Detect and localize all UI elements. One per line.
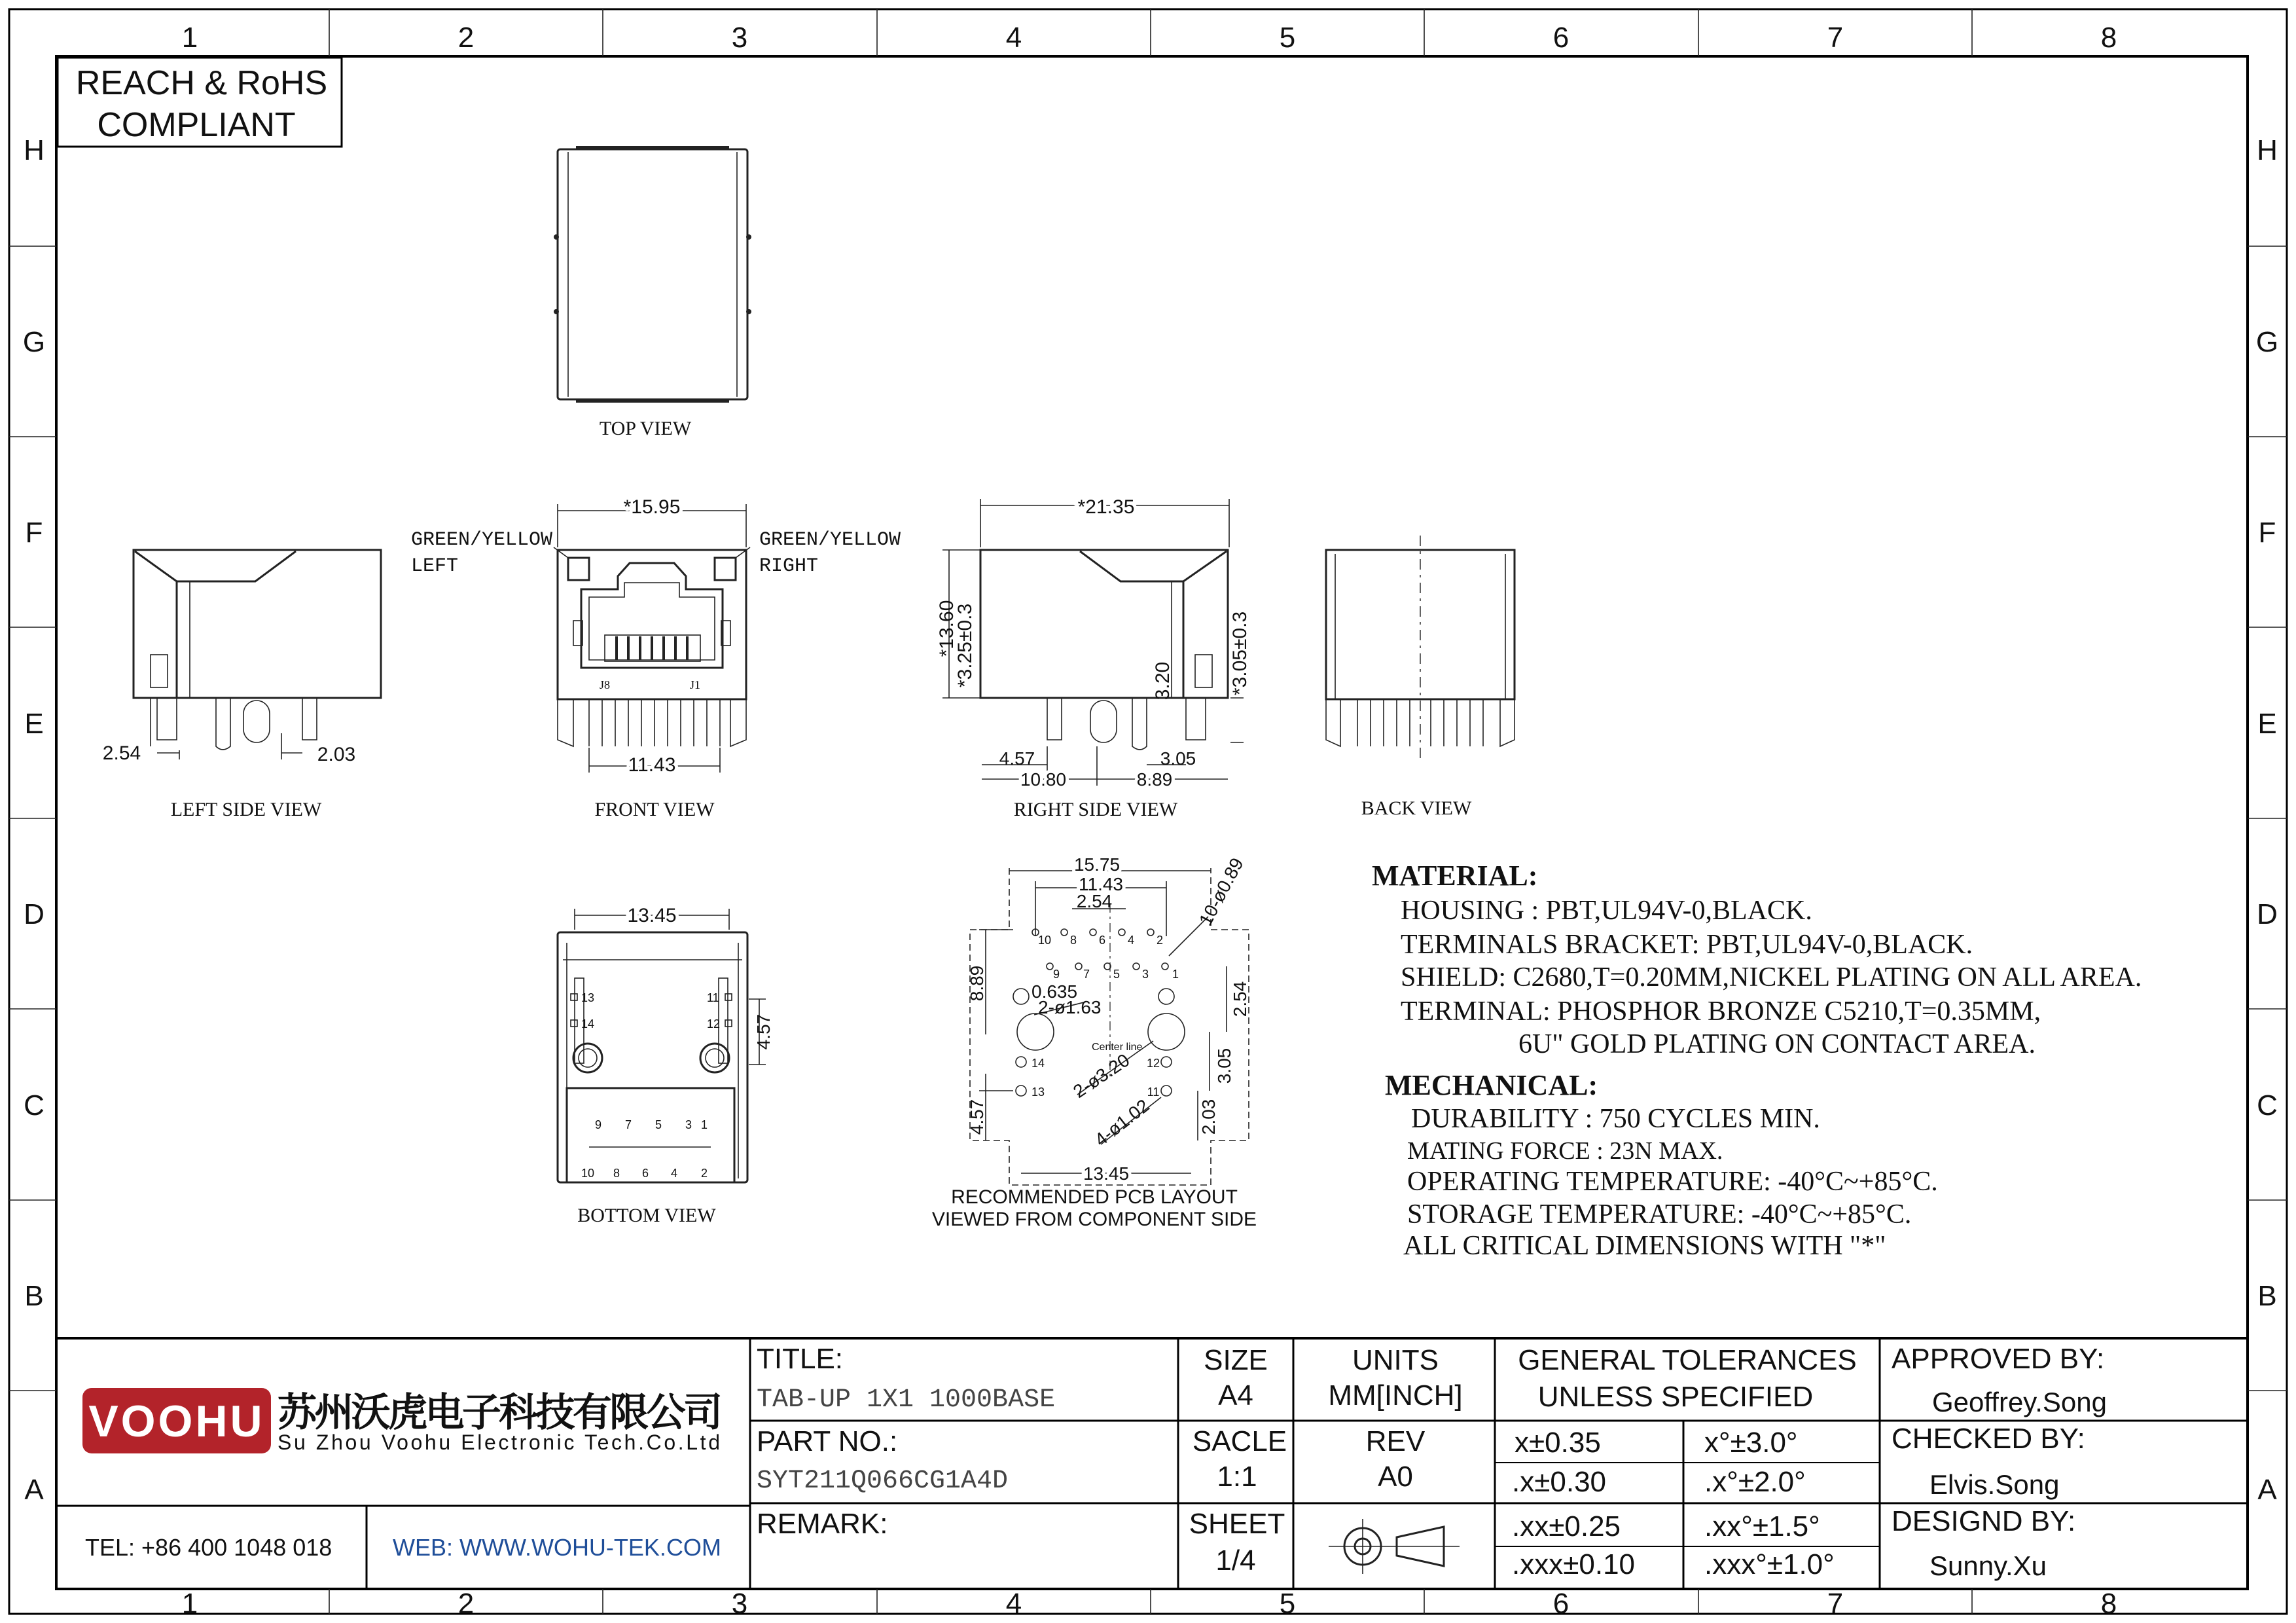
col-label-top: 6: [1552, 22, 1570, 54]
dim-right-h2: *3.25±0.3: [954, 603, 976, 688]
led-left-label-2: LEFT: [411, 555, 459, 577]
pin-12-bottom: 12: [707, 1017, 721, 1030]
size-value: A4: [1218, 1379, 1253, 1412]
left-side-view: [103, 550, 381, 820]
row-label-left: F: [25, 517, 43, 549]
dim-pcb-w1: 15.75: [1073, 854, 1121, 875]
tol-linear: x±0.35: [1515, 1427, 1601, 1459]
tol-header-1: GENERAL TOLERANCES: [1518, 1344, 1857, 1376]
approvals: [1892, 1343, 2107, 1581]
row-label-left: D: [24, 898, 45, 930]
dim-pcb-v2: 4.57: [967, 1099, 987, 1135]
company-name-en: Su Zhou Voohu Electronic Tech.Co.Ltd: [278, 1431, 720, 1454]
material-line: TERMINALS BRACKET: PBT,UL94V-0,BLACK.: [1401, 930, 1973, 960]
material-heading: MATERIAL:: [1372, 860, 1538, 892]
pcb-pin-12: 12: [1146, 1057, 1160, 1070]
col-label-top: 3: [731, 22, 748, 54]
dim-right-b1: 4.57: [999, 748, 1035, 769]
remark-label: REMARK:: [757, 1508, 888, 1540]
tol-angular: .xxx°±1.0°: [1704, 1548, 1835, 1580]
part-value: SYT211Q066CG1A4D: [757, 1467, 1009, 1496]
tol-header-2: UNLESS SPECIFIED: [1537, 1381, 1814, 1413]
row-label-right: H: [2257, 134, 2278, 166]
col-label-bottom: 8: [2100, 1588, 2117, 1620]
sheet-value: 1/4: [1215, 1544, 1256, 1577]
pin-label-j8: J8: [599, 678, 611, 691]
company-name-cn: 苏州沃虎电子科技有限公司: [278, 1391, 723, 1434]
right-side-view-label: RIGHT SIDE VIEW: [1013, 799, 1178, 820]
col-label-bottom: 6: [1552, 1588, 1570, 1620]
mechanical-line: MATING FORCE : 23N MAX.: [1407, 1137, 1723, 1165]
row-label-right: E: [2257, 708, 2277, 740]
dim-right-b3: 10.80: [1020, 769, 1067, 790]
material-line: SHIELD: C2680,T=0.20MM,NICKEL PLATING ON ALL AREA.: [1401, 962, 2142, 993]
dim-pcb-w3: 2.54: [1076, 891, 1113, 911]
pcb-pin-9: 9: [1052, 968, 1060, 981]
bottom-pin-4: 4: [670, 1167, 678, 1180]
col-label-top: 7: [1827, 22, 1844, 54]
tol-angular: .xx°±1.5°: [1704, 1510, 1820, 1542]
zone-column-labels: [182, 22, 2117, 1620]
material-line: 6U" GOLD PLATING ON CONTACT AREA.: [1518, 1029, 2036, 1059]
row-label-left: H: [24, 134, 45, 166]
units-rev: [1328, 1344, 1462, 1493]
logo-text: VOOHU: [88, 1396, 265, 1446]
compliance-line-1: REACH & RoHS: [75, 64, 328, 102]
bottom-pin-3: 3: [685, 1118, 692, 1131]
col-label-bottom: 3: [731, 1588, 748, 1620]
pcb-label-line-1: RECOMMENDED PCB LAYOUT: [951, 1186, 1238, 1208]
pcb-pin-7: 7: [1083, 968, 1090, 981]
col-label-bottom: 7: [1827, 1588, 1844, 1620]
dim-pcb-v5: 2.03: [1198, 1099, 1219, 1135]
pcb-pin-3: 3: [1141, 968, 1149, 981]
dim-right-h3: 3.20: [1152, 661, 1174, 701]
material-line: TERMINAL: PHOSPHOR BRONZE C5210,T=0.35MM,: [1401, 996, 2041, 1027]
pcb-pin-1: 1: [1172, 968, 1179, 981]
pcb-centerline-label: Center line: [1092, 1042, 1143, 1053]
front-view: [411, 496, 901, 820]
row-label-left: B: [24, 1280, 44, 1312]
projection-symbol-icon: [1329, 1519, 1460, 1574]
right-side-view: [936, 496, 1251, 820]
col-label-top: 4: [1005, 22, 1022, 54]
pcb-pin-5: 5: [1113, 968, 1121, 981]
top-view: [554, 148, 751, 439]
led-left-label-1: GREEN/YELLOW: [411, 529, 553, 551]
dim-pcb-v3: 2.54: [1230, 981, 1250, 1017]
led-right-label-2: RIGHT: [759, 555, 819, 577]
pcb-pin-13: 13: [1031, 1085, 1045, 1099]
dim-right-h4: *3.05±0.3: [1229, 611, 1251, 696]
checked-label: CHECKED BY:: [1892, 1423, 2085, 1455]
pcb-pin-10: 10: [1037, 934, 1052, 947]
bottom-pin-5: 5: [655, 1118, 662, 1131]
bottom-view: [558, 905, 774, 1226]
compliance-line-2: COMPLIANT: [97, 106, 296, 144]
col-label-top: 5: [1279, 22, 1296, 54]
top-view-label: TOP VIEW: [599, 418, 692, 439]
mechanical-line: ALL CRITICAL DIMENSIONS WITH "*": [1403, 1231, 1886, 1261]
notes: [1372, 860, 2142, 1261]
bottom-pin-10: 10: [581, 1167, 595, 1180]
mechanical-line: OPERATING TEMPERATURE: -40°C~+85°C.: [1407, 1167, 1938, 1197]
row-label-left: C: [24, 1089, 45, 1122]
pcb-pin-2: 2: [1156, 934, 1164, 947]
col-label-top: 8: [2100, 22, 2117, 54]
dim-bottom-width: 13.45: [627, 905, 677, 926]
company-tel: TEL: +86 400 1048 018: [85, 1534, 332, 1561]
pin-11-bottom: 11: [707, 991, 719, 1004]
back-view-label: BACK VIEW: [1361, 797, 1472, 819]
compliance-box: [58, 58, 342, 147]
dim-pcb-d1: 10-ø0.89: [1194, 854, 1247, 929]
designed-label: DESIGND BY:: [1892, 1505, 2076, 1537]
scale-label: SACLE: [1192, 1425, 1287, 1457]
dim-front-width: *15.95: [623, 496, 681, 518]
row-label-right: B: [2257, 1280, 2277, 1312]
rev-label: REV: [1365, 1425, 1426, 1457]
row-label-right: A: [2257, 1474, 2277, 1506]
dim-pcb-w2: 11.43: [1079, 874, 1123, 894]
front-contacts: [605, 635, 700, 661]
approved-value: Geoffrey.Song: [1932, 1387, 2107, 1417]
row-label-right: D: [2257, 898, 2278, 930]
front-pins: [589, 699, 720, 746]
dim-pcb-v4: 3.05: [1214, 1048, 1234, 1084]
dim-pcb-w4: 13.45: [1083, 1163, 1130, 1184]
bottom-pin-7: 7: [624, 1118, 632, 1131]
mechanical-line: DURABILITY : 750 CYCLES MIN.: [1411, 1104, 1820, 1134]
pin-label-j1: J1: [689, 678, 701, 691]
pcb-pin-11: 11: [1147, 1085, 1160, 1099]
row-label-left: E: [24, 708, 44, 740]
dim-right-b2: 3.05: [1160, 748, 1196, 769]
units-value: MM[INCH]: [1328, 1379, 1463, 1412]
scale-value: 1:1: [1217, 1461, 1257, 1493]
designed-value: Sunny.Xu: [1929, 1550, 2047, 1581]
row-label-left: A: [24, 1474, 44, 1506]
row-label-right: F: [2258, 517, 2276, 549]
dim-pcb-d2: 0.635: [1031, 981, 1078, 1002]
pcb-pin-6: 6: [1098, 934, 1106, 947]
tol-linear: .xxx±0.10: [1512, 1548, 1636, 1580]
left-side-view-label: LEFT SIDE VIEW: [170, 799, 322, 820]
rev-value: A0: [1378, 1461, 1413, 1493]
pcb-label-line-2: VIEWED FROM COMPONENT SIDE: [931, 1209, 1257, 1230]
part-label: PART NO.:: [757, 1425, 898, 1457]
tol-linear: .x±0.30: [1512, 1466, 1607, 1498]
col-label-top: 2: [457, 22, 475, 54]
dim-right-h1: *13.60: [936, 600, 958, 657]
pcb-pin-8: 8: [1069, 934, 1077, 947]
bottom-pin-2: 2: [700, 1167, 708, 1180]
dim-front-pitch: 11.43: [628, 754, 676, 776]
pcb-layout: [932, 854, 1257, 1230]
col-label-bottom: 4: [1005, 1588, 1022, 1620]
dim-bottom-height: 4.57: [753, 1013, 774, 1050]
col-label-bottom: 5: [1279, 1588, 1296, 1620]
col-label-bottom: 2: [457, 1588, 475, 1620]
title-block: [56, 1338, 2248, 1589]
dim-left-b: 2.03: [317, 744, 356, 765]
pcb-pin-14: 14: [1031, 1057, 1045, 1070]
tol-angular: x°±3.0°: [1704, 1427, 1798, 1459]
mechanical-heading: MECHANICAL:: [1385, 1069, 1598, 1101]
title-label: TITLE:: [757, 1343, 844, 1375]
dim-left-a: 2.54: [102, 742, 141, 764]
bottom-view-label: BOTTOM VIEW: [577, 1205, 716, 1226]
dim-right-width: *21.35: [1077, 496, 1135, 518]
bottom-pin-8: 8: [613, 1167, 620, 1180]
material-line: HOUSING : PBT,UL94V-0,BLACK.: [1401, 896, 1812, 926]
row-label-right: C: [2257, 1089, 2278, 1122]
led-right-label-1: GREEN/YELLOW: [759, 529, 901, 551]
bottom-pin-6: 6: [641, 1167, 649, 1180]
dim-pcb-v1: 8.89: [967, 965, 987, 1002]
pcb-pin-4: 4: [1127, 934, 1135, 947]
mechanical-line: STORAGE TEMPERATURE: -40°C~+85°C.: [1407, 1199, 1912, 1230]
dim-pcb-d5: 4-ø1.02: [1090, 1095, 1153, 1150]
approved-label: APPROVED BY:: [1892, 1343, 2105, 1375]
pin-14-bottom: 14: [581, 1017, 595, 1030]
front-view-label: FRONT VIEW: [594, 799, 715, 820]
col-label-top: 1: [181, 22, 198, 54]
company-web[interactable]: WEB: WWW.WOHU-TEK.COM: [393, 1534, 721, 1561]
dim-right-b4: 8.89: [1136, 769, 1173, 790]
sheet-label: SHEET: [1189, 1508, 1285, 1540]
title-value: TAB-UP 1X1 1000BASE: [757, 1385, 1056, 1415]
checked-value: Elvis.Song: [1929, 1469, 2060, 1500]
col-label-bottom: 1: [181, 1588, 198, 1620]
bottom-pin-9: 9: [594, 1118, 602, 1131]
dim-pcb-d4: 2-ø3.20: [1069, 1049, 1134, 1102]
tol-linear: .xx±0.25: [1512, 1510, 1621, 1542]
row-label-left: G: [22, 326, 46, 358]
pin-13-bottom: 13: [581, 991, 595, 1004]
back-view: [1326, 536, 1515, 819]
company-logo: [82, 1388, 271, 1453]
tol-angular: .x°±2.0°: [1704, 1466, 1806, 1498]
size-scale-sheet: [1189, 1344, 1287, 1577]
units-label: UNITS: [1352, 1344, 1439, 1376]
size-label: SIZE: [1204, 1344, 1268, 1376]
bottom-pin-1: 1: [700, 1118, 708, 1131]
row-label-right: G: [2255, 326, 2279, 358]
dim-pcb-d3: 2-ø1.63: [1038, 997, 1102, 1017]
